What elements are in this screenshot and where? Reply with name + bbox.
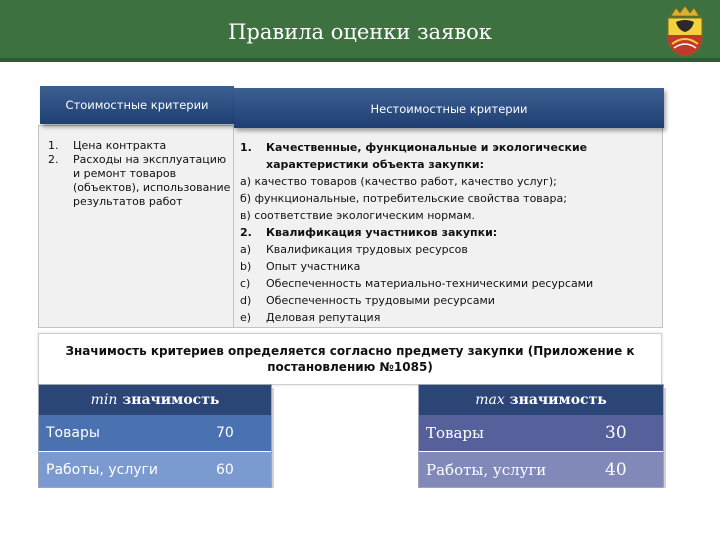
list-item-text: в) соответствие экологическим нормам.: [240, 209, 475, 222]
max-row-value: 40: [605, 460, 627, 480]
noncost-criteria-line: [240, 190, 660, 207]
max-table-row: [419, 451, 663, 487]
noncost-criteria-list: [240, 139, 660, 326]
significance-note: [38, 333, 662, 385]
min-table-row: [39, 415, 271, 451]
noncost-criteria-line: [240, 156, 660, 173]
noncost-criteria-line: [240, 309, 660, 326]
list-item-number: 2.: [48, 153, 59, 166]
cost-criteria-item: [40, 139, 236, 153]
noncost-criteria-line: [240, 275, 660, 292]
list-item-text: Квалификация трудовых ресурсов: [266, 243, 468, 256]
list-item-text: Качественные, функциональные и экологические: [266, 141, 588, 154]
noncost-criteria-line: [240, 224, 660, 241]
tab-cost-criteria-label: Стоимостные критерии: [65, 98, 209, 112]
max-row-label: Работы, услуги: [426, 461, 547, 479]
max-significance-table: [418, 384, 664, 488]
max-table-header-prefix: max: [475, 392, 505, 408]
max-table-row: [419, 415, 663, 451]
min-row-label: Товары: [46, 425, 100, 441]
list-item-text: характеристики объекта закупки:: [266, 158, 484, 171]
list-item-marker: b): [240, 260, 252, 273]
min-table-row: [39, 451, 271, 487]
min-row-value: 60: [216, 462, 234, 478]
list-item-marker: d): [240, 294, 252, 307]
min-significance-table: [38, 384, 272, 488]
noncost-criteria-line: [240, 173, 660, 190]
list-item-number: 1.: [48, 139, 59, 152]
max-table-header-suffix: значимость: [504, 392, 607, 408]
list-item-text: Квалификация участников закупки:: [266, 226, 498, 239]
min-table-header: [39, 385, 271, 415]
list-item-marker: c): [240, 277, 251, 290]
noncost-criteria-line: [240, 292, 660, 309]
significance-note-text: Значимость критериев определяется согласно предмету закупки (Приложение к постановлению №1085): [65, 344, 635, 374]
title-bar: [0, 0, 720, 62]
list-item-marker: 1.: [240, 141, 252, 154]
city-coat-of-arms-icon: [662, 4, 708, 58]
list-item-text: а) качество товаров (качество работ, качество услуг);: [240, 175, 557, 188]
list-item-marker: e): [240, 311, 252, 324]
min-row-value: 70: [216, 425, 234, 441]
list-item-text: Деловая репутация: [266, 311, 381, 324]
list-item-text: Обеспеченность трудовыми ресурсами: [266, 294, 495, 307]
noncost-criteria-line: [240, 241, 660, 258]
min-row-label: Работы, услуги: [46, 462, 158, 478]
cost-criteria-item: [40, 153, 236, 209]
noncost-criteria-line: [240, 258, 660, 275]
list-item-text: Расходы на эксплуатацию и ремонт товаров (объектов), использование результатов работ: [73, 153, 231, 208]
noncost-criteria-line: [240, 207, 660, 224]
list-item-marker: a): [240, 243, 252, 256]
cost-criteria-list: [40, 139, 236, 209]
max-row-label: Товары: [426, 424, 484, 442]
noncost-criteria-line: [240, 139, 660, 156]
list-item-marker: 2.: [240, 226, 252, 239]
min-table-header-suffix: значимость: [117, 392, 220, 408]
list-item-text: Обеспеченность материально-техническими ресурсами: [266, 277, 594, 290]
page-title: Правила оценки заявок: [228, 20, 492, 44]
max-row-value: 30: [605, 423, 627, 443]
list-item-text: Опыт участника: [266, 260, 361, 273]
tab-cost-criteria: [40, 86, 234, 124]
tab-noncost-criteria-label: Нестоимостные критерии: [370, 102, 528, 116]
list-item-text: б) функциональные, потребительские свойства товара;: [240, 192, 567, 205]
list-item-text: Цена контракта: [73, 139, 167, 152]
max-table-header: [419, 385, 663, 415]
min-table-header-prefix: min: [90, 392, 118, 408]
tab-noncost-criteria: [234, 88, 664, 128]
